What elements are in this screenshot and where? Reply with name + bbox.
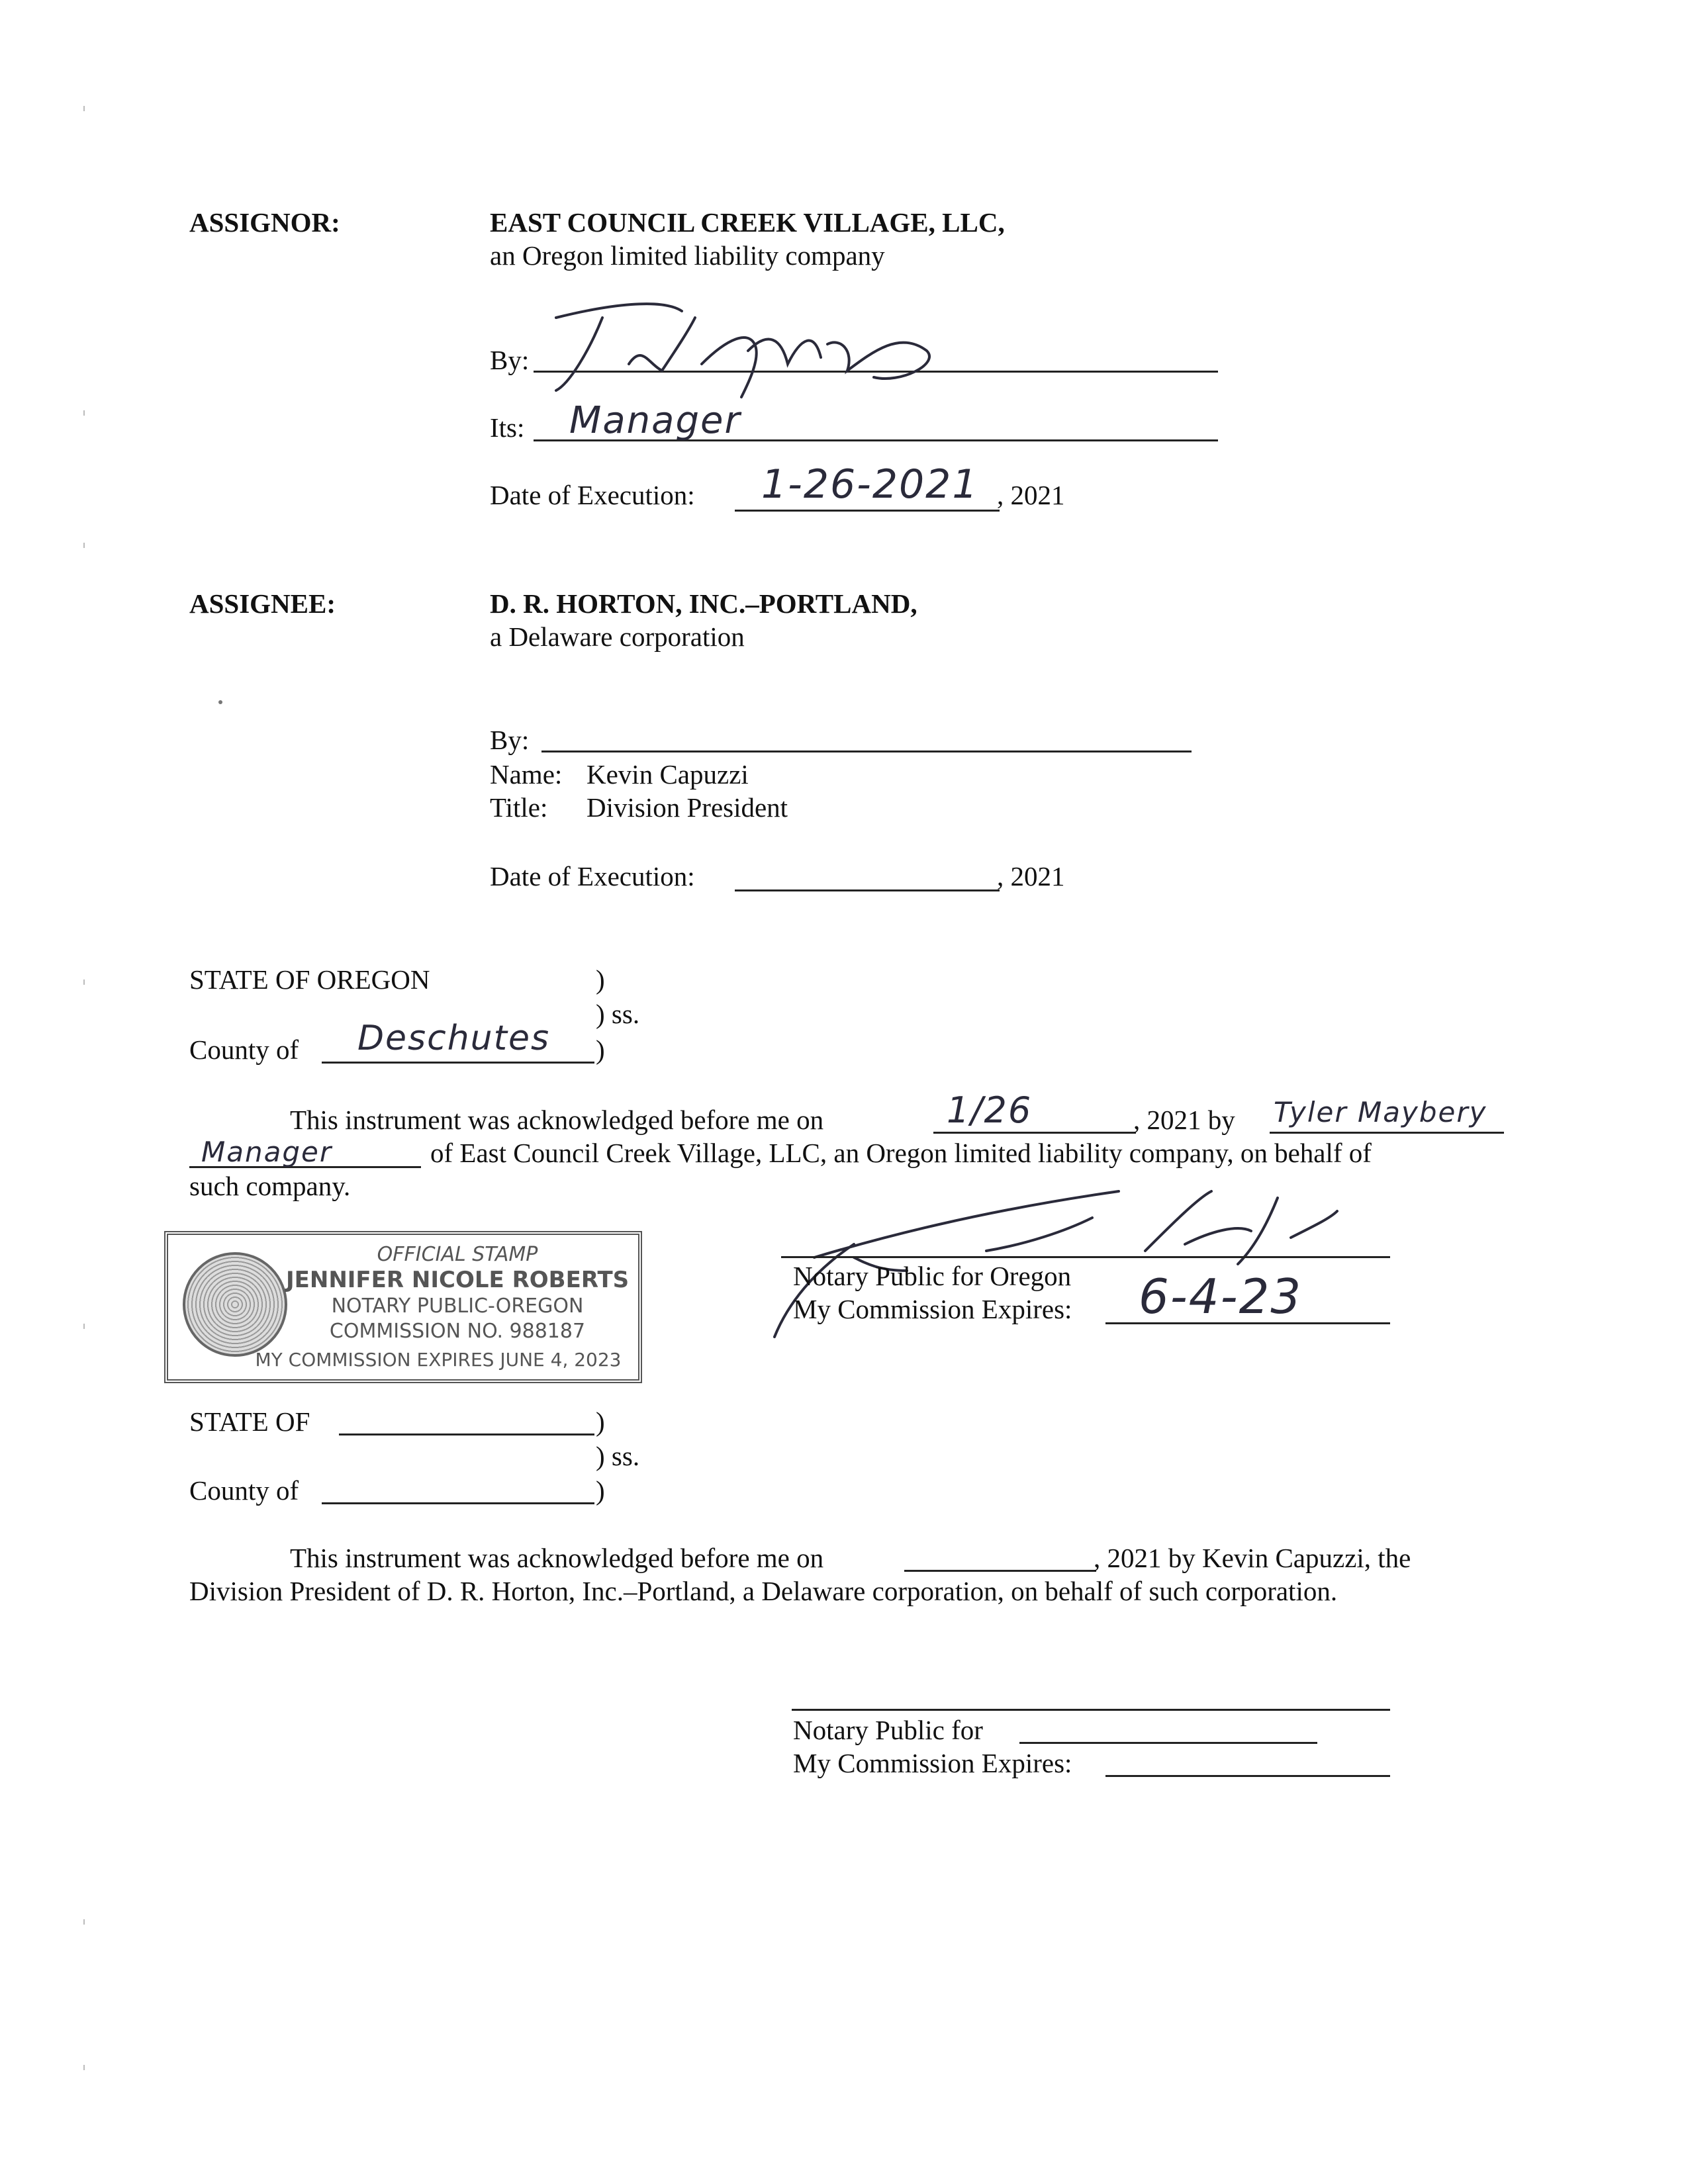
notary1-county-value: Deschutes [357, 1019, 551, 1058]
notary2-ack-line2: Division President of D. R. Horton, Inc.–Portland, a Delaware corporation, on behalf of such corporation. [189, 1576, 1338, 1606]
assignor-by-label: By: [490, 345, 530, 375]
assignor-its-value: Manager [569, 399, 741, 442]
notary1-ack-name-line [1270, 1132, 1504, 1134]
assignee-title-label: Title: [490, 792, 548, 823]
notary2-ack-date-line [904, 1570, 1096, 1572]
notary1-paren-bottom: ) [596, 1034, 605, 1065]
stamp-line1: OFFICIAL STAMP [377, 1243, 538, 1266]
notary1-ack-role: Manager [201, 1136, 333, 1168]
assignee-name-value: Kevin Capuzzi [586, 759, 749, 790]
assignee-date-line [735, 889, 1000, 891]
notary2-ack-part1: This instrument was acknowledged before me on [290, 1543, 824, 1573]
assignor-its-label: Its: [490, 412, 525, 443]
notary1-ack-part3: of East Council Creek Village, LLC, an Oregon limited liability company, on behalf of [430, 1138, 1372, 1168]
assignee-entity-desc: a Delaware corporation [490, 621, 745, 652]
scan-edge-mark [83, 1919, 85, 1925]
assignor-date-label: Date of Execution: [490, 480, 695, 510]
assignor-entity-desc: an Oregon limited liability company [490, 240, 885, 271]
notary1-expires-label: My Commission Expires: [793, 1294, 1072, 1324]
notary1-signature-line [781, 1256, 1390, 1258]
notary2-public-line [1019, 1742, 1317, 1744]
official-notary-stamp [164, 1231, 642, 1383]
assignor-date-value: 1-26-2021 [761, 461, 979, 508]
assignor-entity: EAST COUNCIL CREEK VILLAGE, LLC, [490, 207, 1005, 238]
notary1-state-label: STATE OF OREGON [189, 964, 430, 995]
notary2-paren-top: ) [596, 1406, 605, 1437]
assignor-signature [530, 291, 953, 410]
assignee-label: ASSIGNEE: [189, 588, 336, 619]
assignee-by-line [541, 751, 1192, 752]
notary2-expires-line [1105, 1775, 1390, 1777]
notary1-public-label: Notary Public for Oregon [793, 1261, 1072, 1291]
scan-edge-mark [83, 543, 85, 548]
assignee-date-label: Date of Execution: [490, 861, 695, 891]
state-seal-icon [183, 1252, 287, 1357]
scan-speck [218, 700, 222, 704]
notary2-paren-bottom: ) [596, 1475, 605, 1506]
assignee-title-value: Division President [586, 792, 788, 823]
notary2-county-line [322, 1502, 594, 1504]
notary2-signature-line [792, 1709, 1390, 1711]
stamp-line5: MY COMMISSION EXPIRES JUNE 4, 2023 [255, 1349, 622, 1371]
assignee-name-label: Name: [490, 759, 563, 790]
notary1-ack-name: Tyler Maybery [1274, 1096, 1487, 1128]
assignee-entity: D. R. HORTON, INC.–PORTLAND, [490, 588, 917, 619]
notary2-state-label: STATE OF [189, 1406, 310, 1437]
scan-edge-mark [83, 979, 85, 985]
notary1-ack-part4: such company. [189, 1171, 351, 1201]
notary1-ack-part2: , 2021 by [1133, 1105, 1235, 1135]
assignee-date-year: , 2021 [997, 861, 1065, 891]
assignor-date-year: , 2021 [997, 480, 1065, 510]
scan-edge-mark [83, 106, 85, 111]
stamp-line2: JENNIFER NICOLE ROBERTS [286, 1267, 630, 1293]
notary1-paren-top: ) [596, 964, 605, 995]
notary2-expires-label: My Commission Expires: [793, 1748, 1072, 1778]
assignor-label: ASSIGNOR: [189, 207, 340, 238]
notary2-ss: ) ss. [596, 1441, 640, 1471]
assignee-by-label: By: [490, 725, 530, 755]
notary1-county-line [322, 1062, 594, 1064]
scan-edge-mark [83, 410, 85, 416]
scan-edge-mark [83, 1324, 85, 1329]
notary1-ack-part1: This instrument was acknowledged before me on [290, 1105, 824, 1135]
notary1-county-label: County of [189, 1034, 299, 1065]
notary2-county-label: County of [189, 1475, 299, 1506]
notary2-public-label: Notary Public for [793, 1715, 983, 1745]
stamp-line3: NOTARY PUBLIC-OREGON [331, 1295, 584, 1318]
stamp-line4: COMMISSION NO. 988187 [329, 1320, 586, 1343]
notary1-ss: ) ss. [596, 999, 640, 1029]
notary1-ack-date: 1/26 [947, 1089, 1033, 1131]
notary2-ack-part2: , 2021 by Kevin Capuzzi, the [1094, 1543, 1411, 1573]
assignor-date-line [735, 510, 1000, 512]
notary2-state-line [339, 1433, 594, 1435]
scan-edge-mark [83, 2065, 85, 2070]
notary1-expires-value: 6-4-23 [1139, 1269, 1303, 1324]
